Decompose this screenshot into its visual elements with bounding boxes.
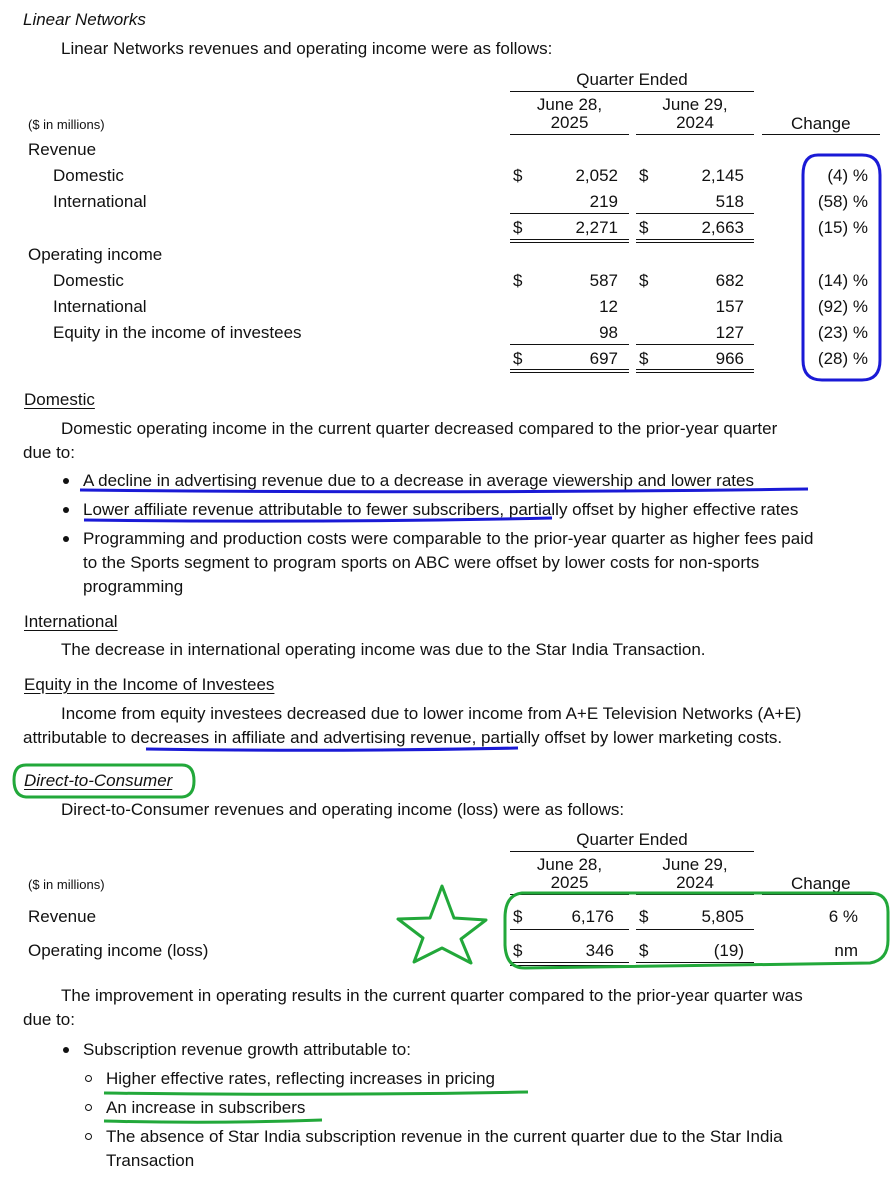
bullet-icon <box>63 478 69 484</box>
change-value: (58) % <box>817 192 868 211</box>
operating-income-label: Operating income <box>28 245 163 264</box>
dtc-bullet-1: Subscription revenue growth attributable to: <box>83 1040 411 1059</box>
col-2025-header: June 28, 2025 <box>536 95 603 132</box>
bullet-icon <box>63 1047 69 1053</box>
table-row-label: Domestic <box>53 271 124 290</box>
col-2024-header: June 29, 2024 <box>662 95 728 132</box>
revenue-total-change: (15) % <box>817 218 868 237</box>
value-2024: 157 <box>715 297 744 316</box>
linear-networks-heading: Linear Networks <box>23 10 146 29</box>
dollar-sign: $ <box>513 907 523 926</box>
domestic-heading: Domestic <box>24 390 95 409</box>
green-star-icon <box>398 886 486 963</box>
international-heading: International <box>24 612 118 631</box>
value-2024: 127 <box>715 323 744 342</box>
dtc-paragraph-line1: The improvement in operating results in the current quarter compared to the prior-year quarter was <box>61 986 803 1005</box>
revenue-total-2025: 2,271 <box>575 218 618 237</box>
dtc-revenue-2024: 5,805 <box>701 907 744 926</box>
table-row-label: International <box>53 192 147 211</box>
dollar-sign: $ <box>639 271 649 290</box>
opinc-total-2025: 697 <box>589 349 618 368</box>
value-2024: 2,145 <box>701 166 744 185</box>
quarter-ended-header: Quarter Ended <box>576 70 688 89</box>
blue-change-highlight-box <box>803 155 880 380</box>
international-paragraph: The decrease in international operating income was due to the Star India Transaction. <box>61 640 706 659</box>
green-underline-subscribers <box>104 1120 322 1122</box>
revenue-total-2024: 2,663 <box>701 218 744 237</box>
blue-underline-equity <box>146 748 518 750</box>
value-2025: 2,052 <box>575 166 618 185</box>
sub-bullet-icon <box>85 1104 92 1111</box>
sub-bullet-icon <box>85 1075 92 1082</box>
opinc-total-2024: 966 <box>715 349 744 368</box>
dtc-heading: Direct-to-Consumer <box>24 771 173 790</box>
opinc-total-change: (28) % <box>817 349 868 368</box>
bullet-icon <box>63 507 69 513</box>
dtc-opinc-label: Operating income (loss) <box>28 941 209 960</box>
table-row-label: Equity in the income of investees <box>53 323 302 342</box>
value-2025: 219 <box>589 192 618 211</box>
value-2024: 682 <box>715 271 744 290</box>
dtc-intro: Direct-to-Consumer revenues and operating income (loss) were as follows: <box>61 800 625 819</box>
domestic-bullet-3-line3: programming <box>83 577 184 596</box>
change-value: (14) % <box>817 271 868 290</box>
dollar-sign: $ <box>639 218 649 237</box>
value-2025: 12 <box>599 297 618 316</box>
change-value: (4) % <box>827 166 868 185</box>
dollar-sign: $ <box>513 218 523 237</box>
dtc-sub-bullet-1: Higher effective rates, reflecting increases in pricing <box>106 1069 495 1088</box>
green-underline-rates <box>104 1092 528 1094</box>
dtc-opinc-2025: 346 <box>585 941 614 960</box>
dtc-sub-bullet-3-line1: The absence of Star India subscription revenue in the current quarter due to the Star India <box>106 1127 783 1146</box>
dollar-sign: $ <box>639 941 649 960</box>
domestic-bullet-2: Lower affiliate revenue attributable to fewer subscribers, partially offset by higher effective rates <box>83 500 799 519</box>
change-header: Change <box>791 114 851 133</box>
domestic-paragraph-line2: due to: <box>23 443 75 462</box>
units-label: ($ in millions) <box>28 877 105 892</box>
value-2024: 518 <box>715 192 744 211</box>
equity-paragraph-line2: attributable to decreases in affiliate and advertising revenue, partially offset by lower marketing costs. <box>23 728 783 747</box>
revenue-label: Revenue <box>28 140 97 159</box>
dtc-sub-bullet-3-line2: Transaction <box>106 1151 195 1170</box>
change-value: (23) % <box>817 323 868 342</box>
domestic-bullet-3-line1: Programming and production costs were comparable to the prior-year quarter as higher fees paid <box>83 529 814 548</box>
dtc-revenue-change: 6 % <box>828 907 858 926</box>
dtc-opinc-2024: (19) <box>713 941 744 960</box>
change-value: (92) % <box>817 297 868 316</box>
value-2025: 98 <box>599 323 618 342</box>
domestic-bullet-3-line2: to the Sports segment to program sports on ABC were offset by lower costs for non-sports <box>83 553 760 572</box>
dtc-revenue-label: Revenue <box>28 907 97 926</box>
dollar-sign: $ <box>513 166 523 185</box>
bullet-icon <box>63 536 69 542</box>
sub-bullet-icon <box>85 1133 92 1140</box>
value-2025: 587 <box>589 271 618 290</box>
dollar-sign: $ <box>513 941 523 960</box>
col-2024-header: June 29, 2024 <box>662 855 728 892</box>
equity-heading: Equity in the Income of Investees <box>24 675 275 694</box>
dtc-paragraph-line2: due to: <box>23 1010 75 1029</box>
change-header: Change <box>791 874 851 893</box>
dtc-sub-bullet-2: An increase in subscribers <box>106 1098 306 1117</box>
dollar-sign: $ <box>639 907 649 926</box>
units-label: ($ in millions) <box>28 117 105 132</box>
domestic-bullet-1: A decline in advertising revenue due to a decrease in average viewership and lower rates <box>83 471 754 490</box>
dollar-sign: $ <box>639 166 649 185</box>
equity-paragraph-line1: Income from equity investees decreased due to lower income from A+E Television Networks (A+E) <box>61 704 802 723</box>
table-row-label: Domestic <box>53 166 124 185</box>
dollar-sign: $ <box>513 271 523 290</box>
dtc-opinc-change: nm <box>834 941 858 960</box>
table-row-label: International <box>53 297 147 316</box>
dtc-revenue-2025: 6,176 <box>571 907 614 926</box>
quarter-ended-header: Quarter Ended <box>576 830 688 849</box>
dollar-sign: $ <box>513 349 523 368</box>
linear-networks-intro: Linear Networks revenues and operating income were as follows: <box>61 39 553 58</box>
dollar-sign: $ <box>639 349 649 368</box>
domestic-paragraph-line1: Domestic operating income in the current quarter decreased compared to the prior-year quarter <box>61 419 778 438</box>
col-2025-header: June 28, 2025 <box>536 855 603 892</box>
